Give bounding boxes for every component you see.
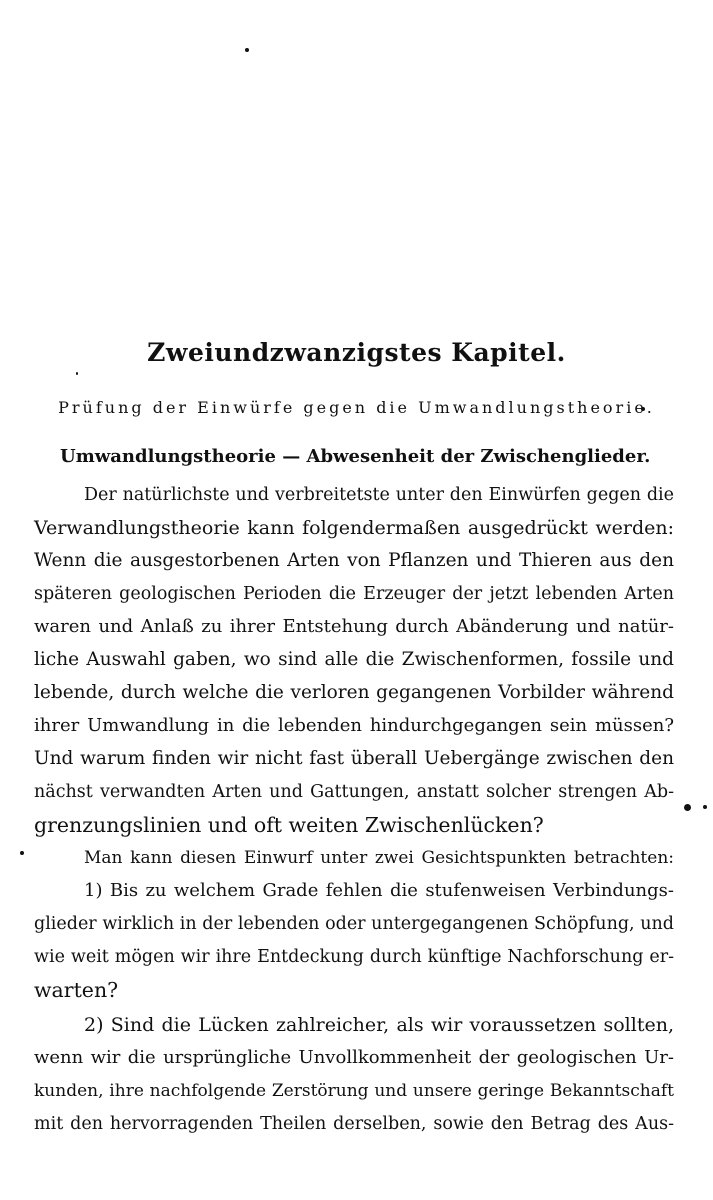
- scan-speck: [76, 372, 78, 375]
- scan-speck: [684, 804, 691, 811]
- text-line: Und warum finden wir nicht fast überall Uebergänge zwischen den: [34, 748, 674, 769]
- text-line: Verwandlungstheorie kann folgendermaßen ausgedrückt werden:: [34, 517, 674, 539]
- text-line: Man kann diesen Einwurf unter zwei Gesichtspunkten betrachten:: [84, 848, 674, 868]
- scan-speck: [20, 851, 24, 855]
- text-line: grenzungslinien und oft weiten Zwischenlücken?: [34, 813, 544, 837]
- scan-speck: [703, 805, 707, 809]
- chapter-subtitle: Prüfung der Einwürfe gegen die Umwandlungstheorie.: [58, 398, 655, 417]
- text-line: nächst verwandten Arten und Gattungen, anstatt solcher strengen Ab-: [34, 782, 674, 802]
- text-line: Der natürlichste und verbreitetste unter den Einwürfen gegen die: [84, 485, 674, 505]
- text-line: lebende, durch welche die verloren gegangenen Vorbilder während: [34, 682, 674, 703]
- chapter-title: Zweiundzwanzigstes Kapitel.: [147, 338, 566, 367]
- text-line: 2) Sind die Lücken zahlreicher, als wir voraussetzen sollten,: [84, 1014, 674, 1036]
- text-line: Wenn die ausgestorbenen Arten von Pflanzen und Thieren aus den: [34, 550, 674, 571]
- text-line: ihrer Umwandlung in die lebenden hindurchgegangen sein müssen?: [34, 715, 674, 736]
- section-heading: Umwandlungstheorie — Abwesenheit der Zwischenglieder.: [60, 446, 651, 467]
- text-line: wie weit mögen wir ihre Entdeckung durch künftige Nachforschung er-: [34, 947, 674, 967]
- scan-speck: [245, 48, 249, 52]
- text-line: mit den hervorragenden Theilen derselben, sowie den Betrag des Aus-: [34, 1114, 674, 1134]
- text-line: späteren geologischen Perioden die Erzeuger der jetzt lebenden Arten: [34, 584, 674, 604]
- text-line: wenn wir die ursprüngliche Unvollkommenheit der geologischen Ur-: [34, 1047, 674, 1068]
- text-line: kunden, ihre nachfolgende Zerstörung und unsere geringe Bekanntschaft: [34, 1081, 674, 1101]
- text-line: waren und Anlaß zu ihrer Entstehung durch Abänderung und natür-: [34, 616, 674, 637]
- text-line: glieder wirklich in der lebenden oder untergegangenen Schöpfung, und: [34, 914, 674, 934]
- text-line: liche Auswahl gaben, wo sind alle die Zwischenformen, fossile und: [34, 649, 674, 670]
- text-line: 1) Bis zu welchem Grade fehlen die stufenweisen Verbindungs-: [84, 880, 674, 901]
- text-line: warten?: [34, 978, 119, 1002]
